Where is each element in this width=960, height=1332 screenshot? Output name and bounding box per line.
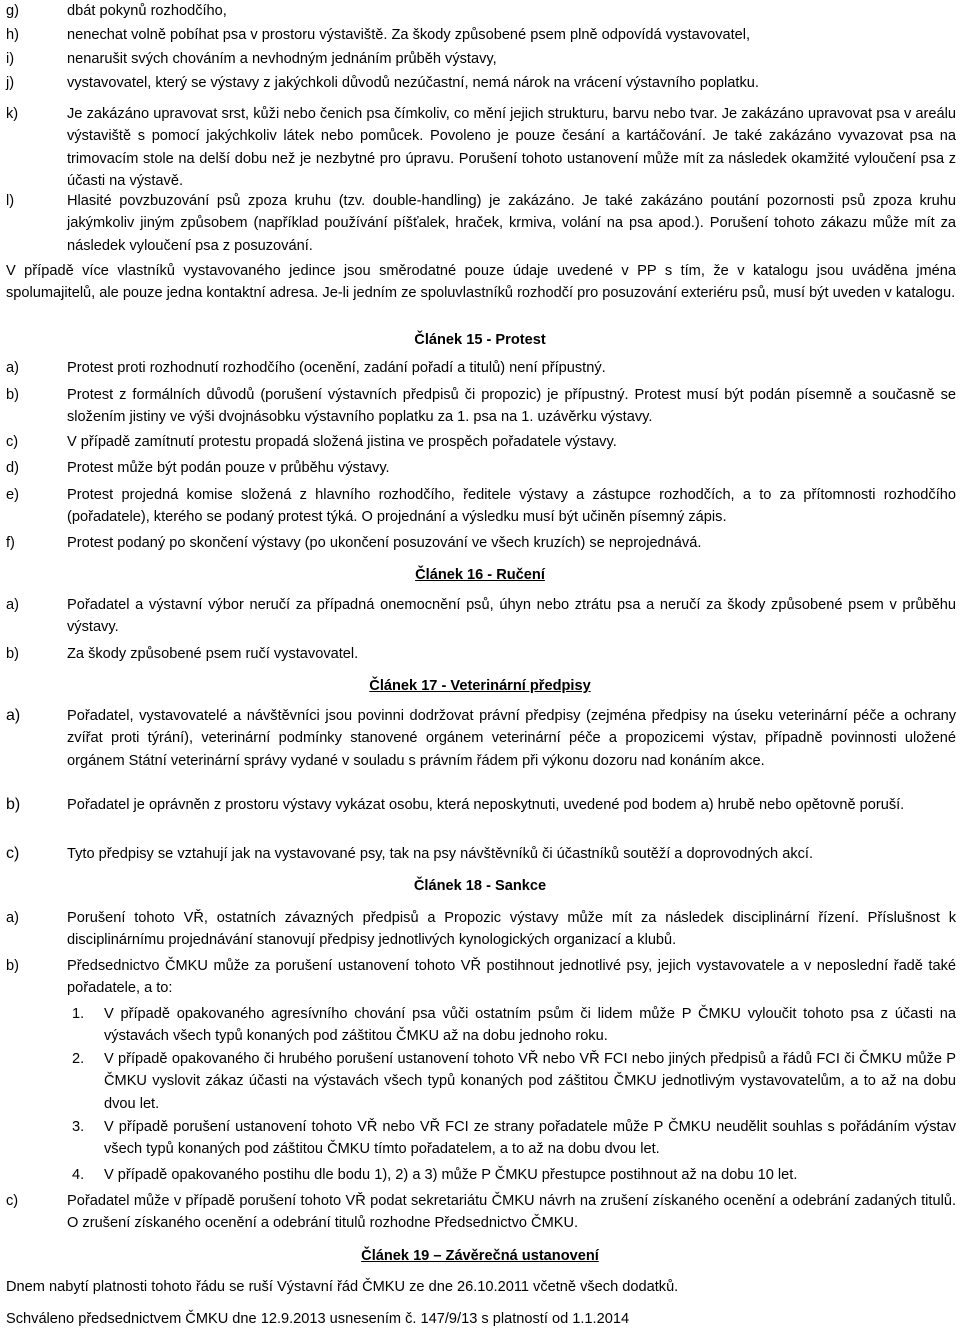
list-marker: i) [6, 51, 15, 67]
list-marker: b) [6, 387, 19, 403]
list-marker: l) [6, 193, 15, 209]
list-item [6, 0, 956, 22]
list-marker: b) [6, 796, 21, 813]
list-item [6, 190, 956, 257]
list-marker: b) [6, 646, 19, 662]
list-marker: c) [6, 1193, 19, 1209]
list-item [6, 484, 956, 529]
numbered-marker: 3. [72, 1119, 85, 1135]
closing-line-2: Schváleno předsednictvem ČMKU dne 12.9.2013 usnesením č. 147/9/13 s platností od 1.1.2014 [6, 1311, 630, 1327]
owners-paragraph: V případě více vlastníků vystavovaného jedince jsou směrodatné pouze údaje uvedené v PP s tím, že v katalogu jsou uváděna jména spolumajitelů, ale pouze jedna kontaktní adresa. Je-li jedním ze spoluvlastníků rozhodčí pro posuzování exteriéru psů, musí být uveden v katalogu. [6, 263, 956, 302]
list-text: Protest projedná komise složená z hlavního rozhodčího, ředitele výstavy a zástupce rozhodčích, a to za přítomnosti rozhodčího (pořadatele), kterého se podaný protest týká. O projednání a výsledku musí být učiněn písemný zápis. [67, 487, 956, 526]
list-text: Za škody způsobené psem ručí vystavovatel. [67, 646, 359, 662]
list-item [6, 907, 956, 952]
list-item [6, 705, 956, 772]
numbered-item [72, 1003, 956, 1048]
article-19-heading: Článek 19 – Závěrečná ustanovení [361, 1248, 599, 1264]
list-text: Je zakázáno upravovat srst, kůži nebo čenich psa čímkoliv, co mění jejich strukturu, barvu nebo tvar. Je zakázáno upravovat psa v areálu výstaviště s pomocí jakýchkoliv látek nebo pomůcek. Povoleno je pouze česání a kartáčování. Je také zakázáno vyvazovat psa na trimovacím stole na delší dobu než je nezbytné pro úpravu. Porušení tohoto ustanovení může mít za následek okamžité vyloučení psa z účasti na výstavě. [67, 106, 956, 190]
list-marker: c) [6, 845, 20, 862]
list-marker: j) [6, 75, 15, 91]
list-marker: f) [6, 535, 15, 551]
list-text: Pořadatel, vystavovatelé a návštěvníci jsou povinni dodržovat právní předpisy (zejména předpisy na úseku veterinární péče a ochrany zvířat proti týrání), veterinární podmínky stanovené orgánem veterinární péče a propozicemi výstav, případně povinnosti uložené orgánem Státní veterinární správy vydané v souladu s právním řádem při výkonu dozoru nad konáním akce. [67, 708, 956, 769]
list-text: Protest může být podán pouze v průběhu výstavy. [67, 460, 390, 476]
numbered-marker: 1. [72, 1006, 85, 1022]
list-text: Porušení tohoto VŘ, ostatních závazných předpisů a Propozic výstavy může mít za následek disciplinární řízení. Příslušnost k disciplinárnímu projednávání stanovují předpisy jednotlivých kynologických organizací a klubů. [67, 910, 956, 949]
list-text: Protest podaný po skončení výstavy (po ukončení posuzování ve všech kruzích) se neprojednává. [67, 535, 702, 551]
list-text: vystavovatel, který se výstavy z jakýchkoli důvodů nezúčastní, nemá nárok na vrácení výstavního poplatku. [67, 75, 759, 91]
list-marker: d) [6, 460, 19, 476]
list-text: nenarušit svých chováním a nevhodným jednáním průběh výstavy, [67, 51, 497, 67]
list-text: Tyto předpisy se vztahují jak na vystavované psy, tak na psy návštěvníků či účastníků soutěží a doprovodných akcí. [67, 846, 814, 862]
list-text: V případě zamítnutí protestu propadá složená jistina ve prospěch pořadatele výstavy. [67, 434, 617, 450]
numbered-item [72, 1116, 956, 1161]
list-text: nenechat volně pobíhat psa v prostoru výstaviště. Za škody způsobené psem plně odpovídá vystavovatel, [67, 27, 751, 43]
list-item [6, 1190, 956, 1235]
numbered-text: V případě opakovaného postihu dle bodu 1), 2) a 3) může P ČMKU přestupce postihnout až na dobu 10 let. [104, 1167, 798, 1183]
article-16-heading: Článek 16 - Ručení [415, 567, 545, 583]
list-item [6, 103, 956, 193]
list-item [6, 24, 956, 46]
list-text: Protest proti rozhodnutí rozhodčího (ocenění, zadání pořadí a titulů) není přípustný. [67, 360, 606, 376]
list-item [6, 794, 956, 816]
list-item [6, 643, 956, 665]
closing-line-1: Dnem nabytí platnosti tohoto řádu se ruší Výstavní řád ČMKU ze dne 26.10.2011 včetně všech dodatků. [6, 1279, 679, 1295]
list-marker: g) [6, 3, 19, 19]
list-item [6, 532, 956, 554]
list-marker: e) [6, 487, 19, 503]
list-item [6, 594, 956, 639]
list-item [6, 48, 956, 70]
list-text: Předsednictvo ČMKU může za porušení ustanovení tohoto VŘ postihnout jednotlivé psy, jejich vystavovatele a v neposlední řadě také pořadatele, a to: [67, 958, 956, 997]
list-item [6, 457, 956, 479]
list-text: Protest z formálních důvodů (porušení výstavních předpisů či propozic) je přípustný. Protest musí být podán písemně a současně se složením jistiny ve výši dvojnásobku výstavního poplatku za 1. psa na 1. uzávěrku výstavy. [67, 387, 956, 426]
numbered-text: V případě opakovaného či hrubého porušení ustanovení tohoto VŘ nebo VŘ FCI nebo jiných předpisů a řádů FCI či ČMKU může P ČMKU vyslovit zákaz účasti na výstavách všech typů konaných pod záštitou ČMKU jednotlivým vystavovatelům, a to až na dobu dvou let. [104, 1051, 956, 1112]
list-marker: h) [6, 27, 19, 43]
list-text: Pořadatel a výstavní výbor neručí za případná onemocnění psů, úhyn nebo ztrátu psa a neručí za škody způsobené psem v průběhu výstavy. [67, 597, 956, 636]
list-item [6, 431, 956, 453]
list-text: Hlasité povzbuzování psů zpoza kruhu (tzv. double-handling) je zakázáno. Je také zakázáno poutání pozornosti psů zpoza kruhu jakýmkoliv jiným způsobem (například používání píšťalek, hraček, krmiva, volání na psa apod.). Porušení tohoto zákazu může mít za následek vyloučení psa z posuzování. [67, 193, 956, 254]
list-marker: k) [6, 106, 19, 122]
numbered-marker: 2. [72, 1051, 85, 1067]
numbered-item [72, 1164, 956, 1186]
list-item [6, 955, 956, 1000]
article-17-heading: Článek 17 - Veterinární předpisy [369, 678, 591, 694]
list-marker: a) [6, 707, 21, 724]
list-text: Pořadatel je oprávněn z prostoru výstavy vykázat osobu, která neposkytnuti, uvedené pod bodem a) hrubě nebo opětovně poruší. [67, 797, 905, 813]
numbered-text: V případě opakovaného agresívního chování psa vůči ostatním psům či lidem může P ČMKU vyloučit tohoto psa z účasti na výstavách všech typů konaných pod záštitou ČMKU až na dobu jednoho roku. [104, 1006, 956, 1045]
list-marker: a) [6, 910, 19, 926]
list-text: Pořadatel může v případě porušení tohoto VŘ podat sekretariátu ČMKU návrh na zrušení získaného ocenění a odebrání zadaných titulů. O zrušení získaného ocenění a odebrání titulů rozhodne Předsednictvo ČMKU. [67, 1193, 956, 1232]
article-15-heading: Článek 15 - Protest [414, 332, 546, 348]
list-marker: a) [6, 597, 19, 613]
list-marker: c) [6, 434, 19, 450]
article-18-heading: Článek 18 - Sankce [413, 878, 547, 894]
numbered-marker: 4. [72, 1167, 85, 1183]
numbered-text: V případě porušení ustanovení tohoto VŘ nebo VŘ FCI ze strany pořadatele může P ČMKU neudělit souhlas s pořádáním výstav všech typů konaných pod záštitou ČMKU tímto pořadatelem, a to až na dobu dvou let. [104, 1119, 956, 1158]
list-item [6, 843, 956, 865]
numbered-item [72, 1048, 956, 1115]
list-item [6, 384, 956, 429]
list-marker: b) [6, 958, 19, 974]
list-item [6, 72, 956, 94]
list-marker: a) [6, 360, 19, 376]
list-item [6, 357, 956, 379]
list-text: dbát pokynů rozhodčího, [67, 3, 227, 19]
